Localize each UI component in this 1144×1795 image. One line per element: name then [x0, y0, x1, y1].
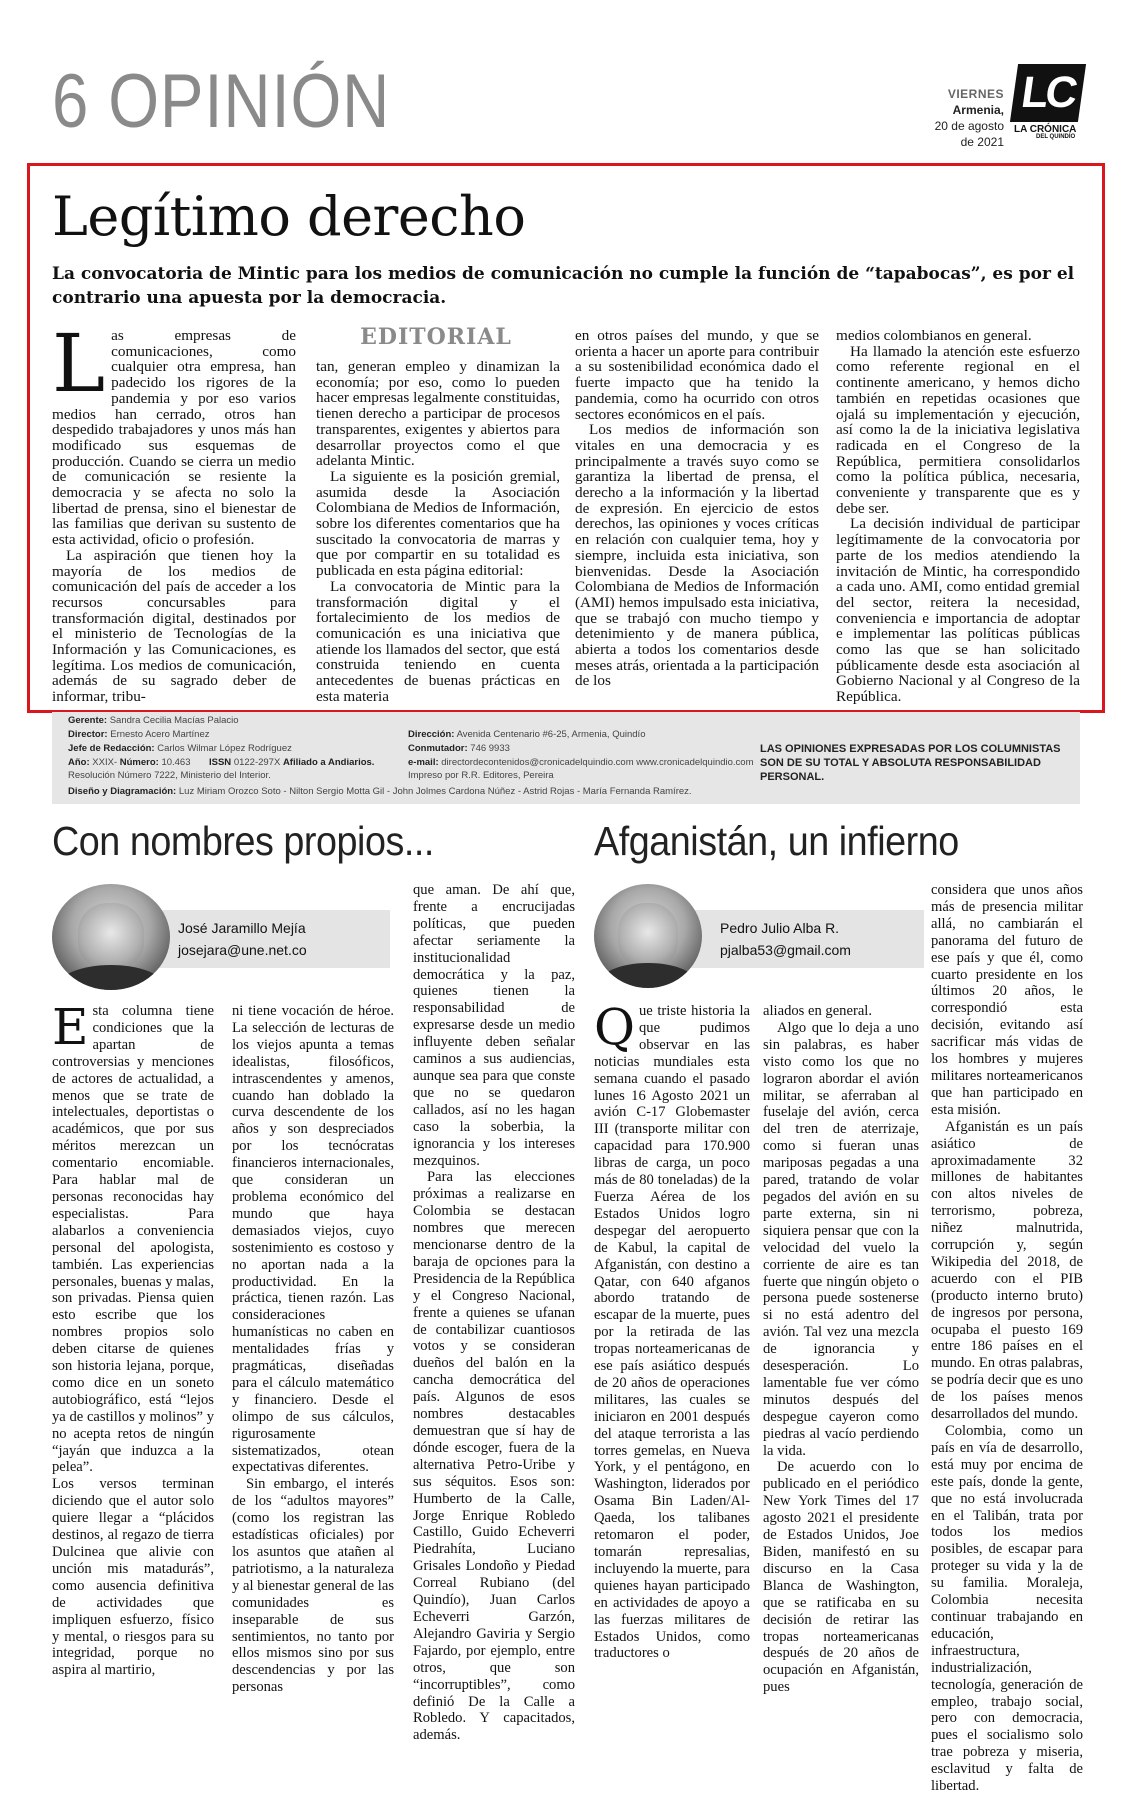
face-shape — [618, 903, 678, 967]
column-right-author-tag — [690, 910, 924, 968]
paragraph: tan, generan empleo y dinamizan la economía; por eso, como lo pueden hacer empresas legalmente constituidas, tienen derecho a participar de procesos transparentes, exigentes y abiertos para desarrollar proyectos como el que adelanta Mintic. — [316, 358, 560, 470]
editorial-column-3 — [575, 328, 819, 689]
author-email: josejara@une.net.co — [178, 942, 307, 958]
masthead-direccion: Dirección: Avenida Centenario #6-25, Armenia, Quindío — [408, 729, 646, 740]
editorial-label: EDITORIAL — [360, 324, 512, 350]
paragraph: La siguiente es la posición gremial, asumida desde la Asociación Colombiana de Medios de Información, sobre los diferentes comentarios que ha suscitado la convocatoria de marras y que por compartir en su totalidad es publicada en esta página editorial: — [316, 467, 560, 580]
masthead-conmutador: Conmutador: 746 9933 — [408, 743, 510, 754]
paragraph: Afganistán es un país asiático de aproximadamente 32 millones de habitantes con altos niveles de terrorismo, pobreza, niñez malnutrida, corrupción y, según Wikipedia del 2018, de acuerdo con el PIB (producto interno bruto) de ingresos por persona, ocupaba el puesto 169 entre 186 países en el mundo. En otras palabras, se podría decir que es uno de los países menos desarrollados del mundo. — [931, 1118, 1083, 1423]
paragraph: Los medios de información son vitales en una democracia y es principalmente a través suyo como se garantiza la libertad de prensa, el derecho a la información y la libertad de expresión. En ejercicio de estos derechos, las opiniones y voces críticas en relación con cualquier tema, hoy y siempre, incluida esta iniciativa, son bienvenidas. Desde la Asociación Colombiana de Medios de Información (AMI) hemos impulsado esta iniciativa, que se trabajó con mucho tiempo y detenimiento y de manera pública, abierta a todos los comentarios desde meses atrás, orientada a la participación de los — [575, 421, 819, 690]
paragraph: sta columna tiene condiciones que la apartan de controversias y menciones de actores de actualidad, a menos que se trate de intelectuales, deportistas o académicos, que por sus méritos merezcan un comentario encomiable. Para hablar mal de personas reconocidas hay especialistas. Para alabarlos a conveniencia personal del apologista, también. Las experiencias personales, buenas y malas, son privadas. Piensa quien esto escribe que los nombres propios solo deben citarse de quienes son historia lejana, porque, como dice en un soneto autobiográfico, está “lejos ya de castillos y molinos” y no acepta retos de ningún “jayán que induzca a la pelea”. — [52, 1003, 214, 1476]
author-photo-left — [52, 884, 170, 990]
editorial-column-2 — [316, 359, 560, 704]
column-left-text-1 — [52, 998, 214, 1679]
paragraph: medios colombianos en general. — [836, 327, 1032, 344]
paragraph: Los versos terminan diciendo que el autor solo quiere llegar a “plácidos destinos, al regazo de tierra Dulcinea que alivie con unción mis matadurás”, como ausencia definitiva de actividades que impliquen esfuerzo, físico y mental, o riesgos para su integridad, porque no aspira al martirio, — [52, 1476, 214, 1679]
shoulders-shape — [599, 963, 696, 988]
column-left-title: Con nombres propios... — [52, 818, 434, 864]
date-line-1: 20 de agosto — [934, 119, 1004, 133]
shoulders-shape — [58, 965, 164, 990]
paragraph: Sin embargo, el interés de los “adultos mayores” (como los registran las estadísticas oficiales) por los asuntos que atañen al patriotismo, a la naturaleza y al bienestar general de las comunidades es inseparable de sus sentimientos, no tanto por ellos mismos sino por sus descendencias y por las personas — [232, 1476, 394, 1696]
author-photo-right — [594, 884, 702, 988]
author-email: pjalba53@gmail.com — [720, 942, 851, 958]
city: Armenia, — [952, 103, 1004, 117]
paragraph: ni tiene vocación de héroe. La selección de lecturas de los viejos apunta a temas idealistas, filosóficos, intrascendentes y amenos, cuando han doblado la curva descendente de los años y son despreciados por los tecnócratas financieros internacionales, que consideran un problema económico del mundo que haya demasiados viejos, cuyo sostenimiento es costoso y no aportan nada a la productividad. En la práctica, tienen razón. Las consideraciones humanísticas no caben en mentalidades frías y pragmáticas, diseñadas para el cálculo matemático y financiero. Desde el olimpo de sus cálculos, rigurosamente sistematizados, otean expectativas diferentes. — [232, 1003, 394, 1476]
paragraph: La aspiración que tienen hoy la mayoría de los medios de comunicación del país de acceder a los recursos concursables para transformación digital, destinados por el ministerio de Tecnologías de la Información y las Comunicaciones, es legítima. Los medios de comunicación, además de su sagrado deber de informar, tribu- — [52, 546, 296, 706]
masthead-resolucion: Resolución Número 7222, Ministerio del Interior. — [68, 770, 271, 781]
paragraph: considera que unos años más de presencia militar allá, no cambiarán el panorama del futuro de ese país y que él, como cuarto presidente en los últimos 20 años, le correspondió esta decisión, evitando así sacrificar más vidas de los hombres y mujeres militares norteamericanos que han participado en esta misión. — [931, 882, 1083, 1118]
logo-name: LA CRÓNICA — [1014, 124, 1077, 135]
column-left-author-tag — [150, 910, 390, 968]
newspaper-logo — [1014, 64, 1086, 140]
column-right-text-1 — [594, 998, 750, 1662]
logo-sub: DEL QUINDÍO — [1036, 134, 1076, 140]
masthead-impreso: Impreso por R.R. Editores, Pereira — [408, 770, 554, 781]
weekday: VIERNES — [947, 87, 1004, 101]
paragraph: La convocatoria de Mintic para la transformación digital y el fortalecimiento de los medios de comunicación es una iniciativa que atiende los llamados del sector, que está construida teniendo en cuenta antecedentes de buenas prácticas en esta materia — [316, 577, 560, 705]
paragraph: Ha llamado la atención este esfuerzo como referente regional en el continente americano, y hemos dicho también en repetidas ocasiones que ojalá su implementación y ejecución, así como la de la iniciativa legislativa radicada en el Congreso de la República, permitiera consolidarlos como la política pública, necesaria, conveniente y transparente que es y debe ser. — [836, 342, 1080, 517]
paragraph: ue triste historia la que pudimos observar en las noticias mundiales esta semana cuando el pasado lunes 16 Agosto 2021 un avión C-17 Globemaster III (transporte militar con capacidad para 170.900 libras de carga, un poco más de 80 toneladas) de la Fuerza Aérea de los Estados Unidos logro despegar del aeropuerto de Kabul, la capital de Afganistán, con destino a Qatar, con 640 afganos abordo tratando de escapar de la muerte, pues por la retirada de las tropas norteamericanas de ese país asiático después de 20 años de operaciones militares, las cuales se iniciaron en 2001 después del ataque terrorista a las torres gemelas, en Nueva York, y el pentágono, en Washington, liderados por Osama Bin Laden/Al-Qaeda, los talibanes retomaron el poder, tomarán represalias, incluyendo la muerte, para quienes hayan participado en actividades de apoyo a las fuerzas militares de Estados Unidos, como traductores o — [594, 1003, 750, 1662]
masthead-jefe: Jefe de Redacción: Carlos Wilmar López Rodríguez — [68, 743, 292, 754]
section-title: 6 OPINIÓN — [52, 59, 391, 144]
paragraph: Colombia, como un país en vía de desarrollo, está muy por encima de este país, donde la gente, que no está involucrada en el Talibán, trata por todos los medios posibles, de escapar para proteger su vida y la de su familia. Moraleja, Colombia necesita continuar trabajando en educación, infraestructura, industrialización, tecnología, generación de empleo, trabajo social, pero con democracia, pues el socialismo solo trae pobreza y miseria, esclavitud y falta de libertad. — [931, 1423, 1083, 1795]
paragraph: en otros países del mundo, y que se orienta a hacer un aporte para contribuir a su sostenibilidad económica dado el fuerte impacto que ha tenido la pandemia, como ha ocurrido con otros sectores económicos en el país. — [575, 327, 819, 423]
paragraph: as empresas de comunicaciones, como cualquier otra empresa, han padecido los rigores de la pandemia y por eso varios medios han cerrado, otros han despedido trabajadores y unos más han modificado sus esquemas de producción. Cuando se cierra un medio de comunicación se resiente la democracia y se afecta no solo la libertad de prensa, sino el bienestar de las familias que derivan su sustento de esta actividad, oficio o profesión. — [52, 327, 296, 549]
author-name: Pedro Julio Alba R. — [720, 920, 840, 936]
masthead — [52, 712, 1080, 804]
column-left-text-3 — [413, 882, 575, 1744]
masthead-issue: Año: XXIX- Número: 10.463 ISSN 0122-297X Afiliado a Andiarios. — [68, 757, 375, 768]
paragraph: La decisión individual de participar legítimamente de la convocatoria por parte de los medios atendiendo la invitación de Mintic, ha correspondido a cada uno. AMI, como entidad gremial del sector, reitera la necesidad, conveniencia e importancia de adoptar e implementar las políticas públicas como las que se han solicitado públicamente desde esta asociación al Gobierno Nacional y al Congreso de la República. — [836, 515, 1080, 706]
date-box — [922, 86, 1004, 150]
paragraph: De acuerdo con lo publicado en el periódico New York Times del 17 agosto 2021 el presidente de Estados Unidos, Joe Biden, manifestó en su discurso en la Casa Blanca de Washington, que se ratificaba en su decisión de retirar las tropas norteamericanas después de 20 años de ocupación en Afganistán, pues — [763, 1459, 919, 1696]
date-line-2: de 2021 — [960, 135, 1004, 149]
masthead-diseno: Diseño y Diagramación: Luz Miriam Orozco Soto - Nilton Sergio Motta Gil - John Jolmes Cardona Núñez - Astrid Rojas - María Fernanda Ramírez. — [68, 786, 692, 797]
column-left-dropcap: E — [52, 998, 89, 1056]
column-right-text-2 — [763, 1003, 919, 1696]
paragraph: Para las elecciones próximas a realizarse en Colombia se destacan nombres que merecen mencionarse dentro de la baraja de opciones para la Presidencia de la República y el Congreso Nacional, frente a quienes se ufanan de contabilizar cuantiosos votos y se consideran dueños del balón en la cancha democrática del país. Algunos de esos nombres destacables demuestran que sí hay de dónde escoger, fuera de la alternativa Petro-Uribe y sus séquitos. Esos son: Humberto de la Calle, Jorge Enrique Robledo Castillo, Guido Echeverri Piedrahíta, Luciano Grisales Londoño y Piedad Correal Rubiano (del Quindío), Juan Carlos Echeverri Garzón, Alejandro Gaviria y Sergio Fajardo, por ejemplo, entre otros, que son “incorruptibles”, como definió De la Calle a Robledo. Y capacitados, además. — [413, 1169, 575, 1744]
logo-mark: LC — [1010, 64, 1086, 122]
editorial-dropcap: L — [52, 317, 106, 410]
masthead-director: Director: Ernesto Acero Martínez — [68, 729, 210, 740]
editorial-column-1 — [52, 317, 296, 706]
column-right-text-3 — [931, 882, 1083, 1795]
masthead-gerente: Gerente: Sandra Cecilia Macías Palacio — [68, 715, 239, 726]
face-shape — [78, 903, 144, 969]
author-name: José Jaramillo Mejía — [178, 920, 306, 936]
paragraph: aliados en general. — [763, 1003, 872, 1019]
paragraph: que aman. De ahí que, frente a encrucijadas políticas, que pueden afectar seriamente la institucionalidad democrática y la paz, quienes tienen la responsabilidad de expresarse desde un medio influyente deben señalar caminos a sus audiencias, aunque sea para que conste que no se quedaron callados, así no les hagan caso la soberbia, la ignorancia y los intereses mezquinos. — [413, 882, 575, 1169]
column-right-dropcap: Q — [594, 998, 635, 1056]
masthead-disclaimer: LAS OPINIONES EXPRESADAS POR LOS COLUMNISTAS SON DE SU TOTAL Y ABSOLUTA RESPONSABILIDAD PERSONAL. — [760, 743, 1061, 783]
editorial-column-4 — [836, 328, 1080, 705]
paragraph: Algo que lo deja a uno sin palabras, es haber visto como los que no lograron abordar el avión militar, se aferraban al fuselaje del avión, cerca del tren de aterrizaje, como si fueran unas mariposas pegadas a una pared, tratando de volar pegados del avión en su parte externa, sin ni siquiera pensar que con la velocidad del vuelo la corriente de aire es tan fuerte que ningún objeto o persona puede sostenerse si no está adentro del avión. Tal vez una mezcla de ignorancia y desesperación. Lo lamentable fue ver cómo minutos después del despegue cayeron como piedras al vacío perdiendo la vida. — [763, 1019, 919, 1459]
editorial-headline: Legítimo derecho — [52, 185, 526, 248]
masthead-email: e-mail: directordecontenidos@cronicadelquindio.com www.cronicadelquindio.com — [408, 757, 754, 768]
column-left-text-2 — [232, 1003, 394, 1696]
column-right-title: Afganistán, un infierno — [594, 818, 959, 864]
editorial-subhead: La convocatoria de Mintic para los medios de comunicación no cumple la función de “tapabocas”, es por el contrario una apuesta por la democracia. — [52, 264, 1075, 308]
